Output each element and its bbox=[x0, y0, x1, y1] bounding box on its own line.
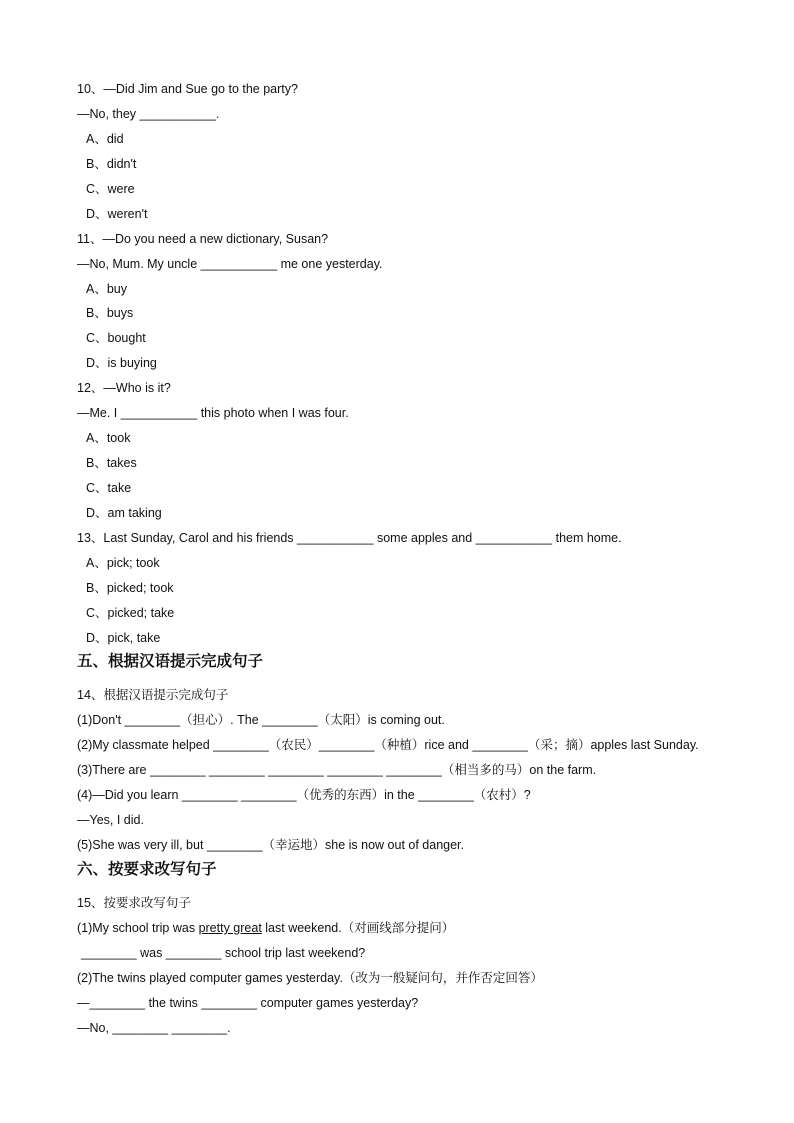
q10-option-d: D、weren't bbox=[86, 207, 148, 221]
q12-reply: —Me. I ___________ this photo when I was four. bbox=[77, 406, 349, 420]
q10-option-a: A、did bbox=[86, 132, 124, 146]
q13-option-b: B、picked; took bbox=[86, 581, 174, 595]
q14-item-3: (3)There are ________ ________ ________ ________ ________（相当多的马）on the farm. bbox=[77, 763, 597, 777]
q15-item-1-suffix: last weekend.（对画线部分提问） bbox=[261, 921, 455, 935]
q13-option-c: C、picked; take bbox=[86, 606, 175, 620]
q11-option-a: A、buy bbox=[86, 282, 127, 296]
q14-item-5: (5)She was very ill, but ________（幸运地）she is now out of danger. bbox=[77, 838, 465, 852]
q11-option-c: C、bought bbox=[86, 331, 146, 345]
q10-option-b: B、didn't bbox=[86, 157, 137, 171]
q12-option-d: D、am taking bbox=[86, 506, 162, 520]
q15-item-1 bbox=[77, 920, 454, 936]
q12-option-a: A、took bbox=[86, 431, 131, 445]
q15-item-2-answer-reply: —No, ________ ________. bbox=[77, 1021, 231, 1035]
q15-title: 15、按要求改写句子 bbox=[77, 896, 191, 910]
q15-item-1-underlined: pretty great bbox=[198, 921, 262, 935]
q10-stem: 10、—Did Jim and Sue go to the party? bbox=[77, 82, 298, 96]
q13-option-a: A、pick; took bbox=[86, 556, 160, 570]
q14-item-2: (2)My classmate helped ________（农民）________（种植）rice and ________（采；摘）apples last Sunday. bbox=[77, 738, 699, 752]
q15-item-1-prefix: (1)My school trip was bbox=[77, 921, 199, 935]
q15-item-2-answer-question: —________ the twins ________ computer games yesterday? bbox=[77, 996, 419, 1010]
q11-option-d: D、is buying bbox=[86, 356, 157, 370]
q15-item-2: (2)The twins played computer games yesterday.（改为一般疑问句，并作否定回答） bbox=[77, 971, 543, 985]
q12-option-b: B、takes bbox=[86, 456, 137, 470]
section5-heading: 五、根据汉语提示完成句子 bbox=[77, 653, 264, 670]
q11-stem: 11、—Do you need a new dictionary, Susan? bbox=[77, 232, 329, 246]
q10-option-c: C、were bbox=[86, 182, 135, 196]
q13-option-d: D、pick, take bbox=[86, 631, 161, 645]
q10-reply: —No, they ___________. bbox=[77, 107, 220, 121]
q14-item-1: (1)Don't ________（担心）. The ________（太阳）is coming out. bbox=[77, 713, 445, 727]
q11-option-b: B、buys bbox=[86, 306, 134, 320]
q14-item-4-answer: —Yes, I did. bbox=[77, 813, 144, 827]
q12-option-c: C、take bbox=[86, 481, 132, 495]
q14-item-4: (4)—Did you learn ________ ________（优秀的东西）in the ________（农村）? bbox=[77, 788, 531, 802]
q11-reply: —No, Mum. My uncle ___________ me one yesterday. bbox=[77, 257, 383, 271]
q13-stem: 13、Last Sunday, Carol and his friends ___________ some apples and ___________ them home. bbox=[77, 531, 622, 545]
section6-heading: 六、按要求改写句子 bbox=[77, 861, 217, 878]
q15-item-1-answer: ________ was ________ school trip last weekend? bbox=[81, 946, 366, 960]
q12-stem: 12、—Who is it? bbox=[77, 381, 171, 395]
q14-title: 14、根据汉语提示完成句子 bbox=[77, 688, 229, 702]
